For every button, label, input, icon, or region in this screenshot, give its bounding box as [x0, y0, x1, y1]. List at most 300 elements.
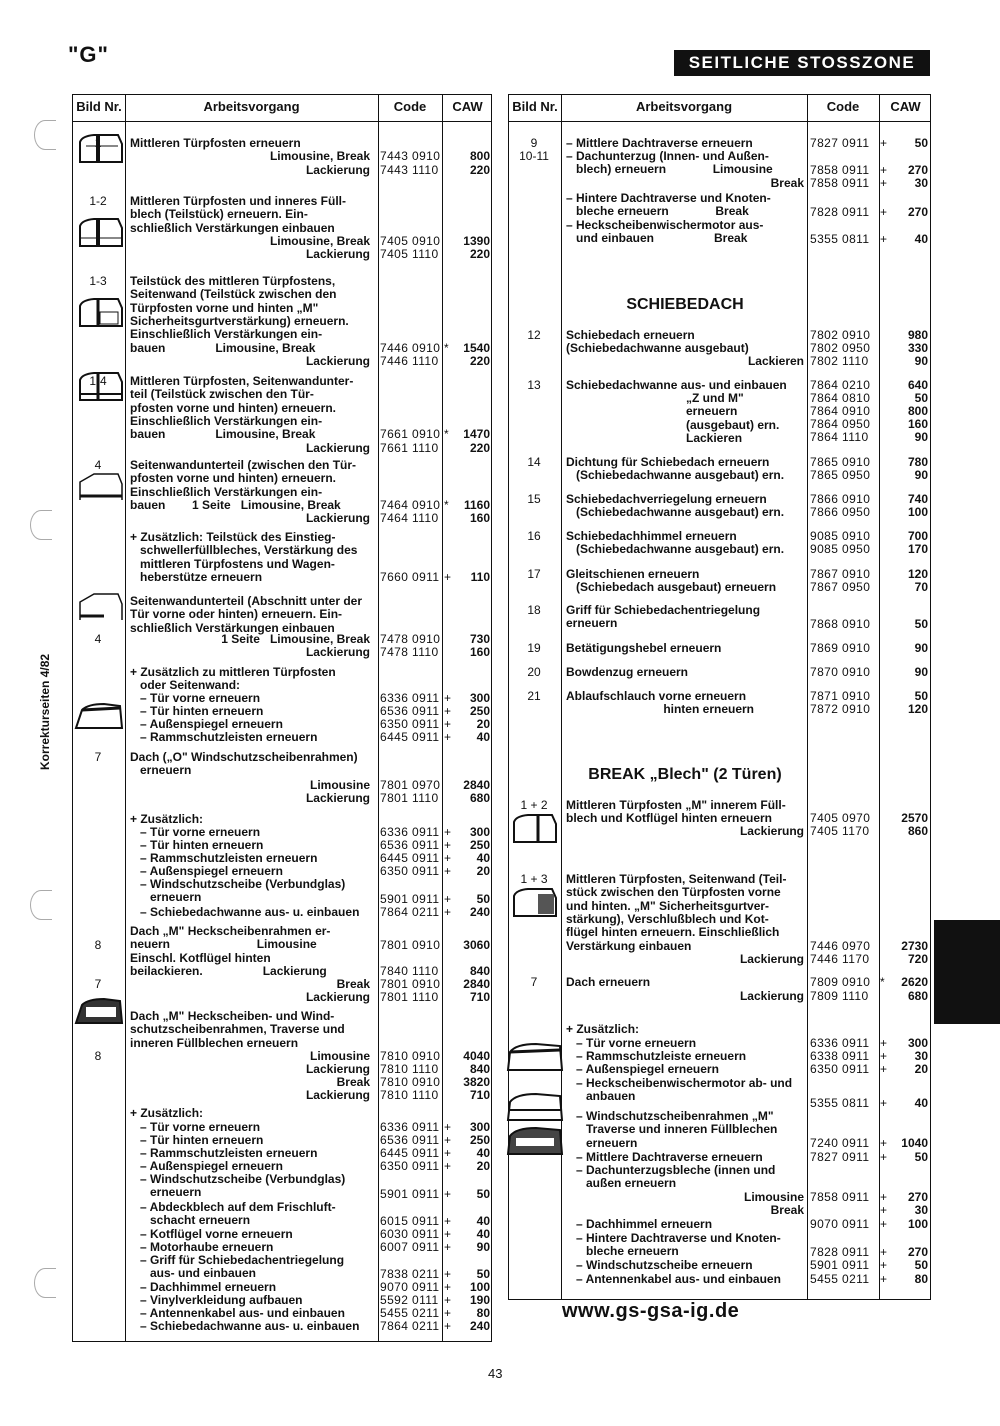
row-bild-number: 1-3	[89, 274, 107, 288]
row-bild-number: 1 + 2	[520, 798, 548, 812]
operation-code: 7864 0810	[810, 391, 871, 405]
description-line: Break	[336, 977, 370, 991]
operation-code: 7864 0910	[810, 404, 871, 418]
operation-code: 7858 0911	[810, 163, 870, 177]
operation-code: 5901 0911	[380, 1187, 440, 1201]
caw-value: 90	[914, 641, 928, 655]
caw-sign: +	[880, 1136, 888, 1150]
description-line: hinten erneuern	[663, 702, 754, 716]
col-header-bild: Bild Nr.	[512, 99, 558, 114]
caw-value: 90	[914, 430, 928, 444]
caw-value: 40	[476, 1214, 490, 1228]
description-line: erneuern	[686, 404, 738, 419]
description-line: heberstütze erneuern	[130, 569, 263, 584]
description-line: bauen 1 Seite Limousine, Break	[130, 497, 341, 512]
description-line: – Rammschutzleisten erneuern	[130, 1146, 318, 1160]
caw-sign: +	[880, 136, 888, 150]
operation-code: 5355 0811	[810, 232, 870, 246]
operation-code: 7827 0911	[810, 1150, 870, 1164]
operation-code: 9070 0911	[380, 1280, 440, 1294]
description-line: Ablaufschlauch vorne erneuern	[566, 689, 747, 703]
caw-sign: +	[444, 691, 452, 705]
caw-value: 2730	[901, 939, 928, 953]
caw-value: 90	[914, 665, 928, 679]
description-line: Break	[770, 176, 804, 190]
description-line: pfosten vorne und hinten) erneuern.	[130, 471, 337, 486]
car-door-pillar-icon	[74, 216, 124, 250]
description-line: Break	[770, 1203, 804, 1217]
caw-value: 170	[907, 542, 928, 556]
operation-code: 7870 0910	[810, 665, 871, 679]
operation-code: 9070 0911	[810, 1217, 870, 1231]
description-line: Betätigungshebel erneuern	[566, 641, 722, 655]
caw-value: 50	[914, 1258, 928, 1272]
operation-code: 6338 0911	[810, 1049, 870, 1063]
row-bild-number: 21	[527, 689, 541, 703]
operation-code: 6445 0911	[380, 851, 440, 865]
description-line: beilackieren. Lackierung	[130, 964, 327, 979]
operation-code: 6445 0911	[380, 730, 440, 744]
operation-code: 6336 0911	[380, 691, 440, 705]
operation-code: 7810 1110	[380, 1088, 439, 1102]
description-line: Einschließlich Verstärkungen ein-	[130, 484, 323, 499]
col-header-bild: Bild Nr.	[76, 99, 122, 114]
caw-sign: +	[880, 163, 888, 177]
description-line: Limousine	[743, 1190, 804, 1204]
description-line: – Windschutzscheibe (Verbundglas)	[130, 1172, 346, 1186]
caw-value: 720	[907, 952, 928, 966]
section-heading-schiebedach: SCHIEBEDACH	[626, 296, 744, 313]
row-bild-number: 14	[527, 455, 541, 469]
description-line: – Außenspiegel erneuern	[130, 1159, 283, 1173]
description-line: außen erneuern	[566, 1176, 677, 1191]
caw-sign: +	[880, 205, 888, 219]
description-line: Limousine	[309, 778, 370, 792]
description-line: Einschließlich Verstärkungen ein-	[130, 327, 323, 342]
operation-code: 6536 0911	[380, 1133, 440, 1147]
operation-code: 7446 0910	[380, 340, 441, 355]
description-line: – Vinylverkleidung aufbauen	[130, 1293, 303, 1307]
operation-code: 7858 0911	[810, 1190, 870, 1204]
caw-value: 40	[476, 1146, 490, 1160]
row-bild-number: 8	[94, 938, 102, 952]
caw-sign: +	[444, 851, 452, 865]
description-line: Mittleren Türpfosten, Seitenwand (Teil-	[566, 872, 787, 886]
operation-code: 7840 1110	[380, 964, 439, 978]
row-bild-number: 15	[527, 492, 541, 506]
caw-value: 270	[907, 1190, 928, 1204]
caw-value: 50	[914, 391, 928, 405]
description-line: Schiebedach erneuern	[566, 328, 695, 342]
operation-code: 7872 0910	[810, 702, 871, 716]
description-line: (Schiebedachwanne ausgebaut) ern.	[566, 505, 785, 520]
operation-code: 7867 0910	[810, 567, 871, 581]
binder-hole-mark	[34, 1268, 56, 1298]
description-line: – Außenspiegel erneuern	[130, 717, 283, 731]
description-line: Lackierung	[739, 952, 804, 966]
caw-value: 100	[469, 1280, 490, 1294]
caw-sign: +	[444, 905, 452, 919]
row-bild-number: 8	[94, 1049, 102, 1063]
description-line: Limousine	[309, 1049, 370, 1063]
row-bild-number: 7	[94, 750, 102, 764]
caw-value: 40	[476, 1227, 490, 1241]
caw-value: 220	[469, 353, 490, 368]
description-line: Lackierung	[305, 990, 370, 1004]
page-brand: "G"	[68, 42, 109, 67]
description-line: – Tür vorne erneuern	[566, 1036, 697, 1050]
description-line: teil (Teilstück zwischen den Tür-	[130, 387, 314, 402]
caw-value: 270	[907, 205, 928, 219]
operation-code: 6350 0911	[380, 1159, 440, 1173]
col-header-arbeit: Arbeitsvorgang	[635, 99, 733, 114]
operation-code: 7869 0910	[810, 641, 871, 655]
description-line: mittleren Türpfostens und Wagen-	[130, 556, 335, 571]
operation-code: 7866 0950	[810, 505, 871, 519]
caw-value: 30	[914, 176, 928, 190]
operation-code: 6015 0911	[380, 1214, 440, 1228]
row-bild-number: 7	[94, 977, 102, 991]
caw-value: 2840	[463, 778, 490, 792]
caw-value: 220	[469, 162, 490, 177]
caw-value: 160	[469, 645, 490, 659]
operation-code: 7867 0950	[810, 580, 871, 594]
caw-sign: +	[444, 1306, 452, 1320]
operation-code: 6336 0911	[380, 1120, 440, 1134]
operation-code: 6336 0911	[380, 825, 440, 839]
caw-value: 20	[914, 1062, 928, 1076]
caw-sign: +	[880, 176, 888, 190]
car-roof-icon	[74, 995, 124, 1029]
description-line: (Schiebedachwanne ausgebaut) ern.	[566, 542, 785, 557]
col-header-caw: CAW	[890, 99, 921, 114]
caw-value: 50	[914, 689, 928, 703]
caw-value: 120	[907, 702, 928, 716]
caw-sign: +	[444, 1159, 452, 1173]
description-line: + Zusätzlich:	[130, 1106, 204, 1120]
caw-value: 980	[907, 328, 928, 342]
description-line: pfosten vorne und hinten) erneuern.	[130, 400, 337, 415]
operation-code: 7443 1110	[380, 162, 439, 177]
description-line: schließlich Verstärkungen einbauen	[130, 220, 335, 235]
operation-code: 7464 0910	[380, 497, 441, 512]
caw-value: 710	[469, 1088, 490, 1102]
operation-code: 6445 0911	[380, 1146, 440, 1160]
caw-value: 3820	[463, 1075, 490, 1089]
operation-code: 5592 0111	[380, 1293, 439, 1307]
description-line: anbauen	[566, 1089, 636, 1104]
caw-value: 270	[907, 1245, 928, 1259]
operation-code: 7405 1110	[380, 247, 439, 262]
operation-code: 5455 0211	[380, 1306, 440, 1320]
description-line: Dach „M" Heckscheibenrahmen er-	[130, 924, 331, 938]
caw-value: 240	[469, 905, 490, 919]
car-roof-icon	[506, 1090, 564, 1124]
caw-sign: +	[880, 1217, 888, 1231]
row-bild-number: 1 + 3	[520, 872, 548, 886]
description-line: (ausgebaut) ern.	[686, 417, 780, 432]
car-sill-icon	[74, 590, 124, 624]
row-bild-number: 18	[527, 603, 541, 617]
description-line: – Kotflügel vorne erneuern	[130, 1227, 293, 1241]
description-line: inneren Füllblechen erneuern	[130, 1035, 299, 1050]
operation-code: 7405 1170	[810, 824, 870, 838]
car-sill-icon	[74, 470, 124, 504]
caw-value: 30	[914, 1203, 928, 1217]
col-header-caw: CAW	[452, 99, 483, 114]
caw-value: 220	[469, 247, 490, 262]
operation-code: 7802 0910	[810, 328, 871, 342]
operation-code: 6336 0911	[810, 1036, 870, 1050]
operation-code: 6536 0911	[380, 838, 440, 852]
operation-code: 7810 0910	[380, 1075, 441, 1089]
description-line: – Mittlere Dachtraverse erneuern	[566, 136, 753, 150]
description-line: blech (Teilstück) erneuern. Ein-	[130, 207, 308, 222]
description-line: Lackieren	[686, 430, 743, 445]
caw-value: 50	[476, 1267, 490, 1281]
description-line: – Dachhimmel erneuern	[566, 1217, 713, 1231]
caw-sign: +	[880, 1190, 888, 1204]
thumb-tab	[934, 920, 1000, 1024]
caw-value: 640	[907, 378, 928, 392]
row-bild-number: 1	[94, 136, 102, 150]
description-line: – Schiebedachwanne aus- u. einbauen	[130, 1319, 360, 1333]
caw-value: 840	[469, 1062, 490, 1076]
description-line: erneuern	[566, 1135, 638, 1150]
operation-code: 7464 1110	[380, 511, 439, 526]
description-line: bauen Limousine, Break	[130, 340, 316, 355]
caw-value: 50	[914, 136, 928, 150]
caw-value: 240	[469, 1319, 490, 1333]
description-line: (Schiebedach ausgebaut) erneuern	[566, 580, 777, 595]
caw-sign: +	[444, 1240, 452, 1254]
description-line: bauen Limousine, Break	[130, 427, 316, 442]
description-line: – Abdeckblech auf dem Frischluft-	[130, 1200, 336, 1214]
caw-sign: +	[444, 825, 452, 839]
description-line: – Antennenkabel aus- und einbauen	[566, 1272, 781, 1286]
description-line: blech) erneuern Limousine	[566, 162, 773, 177]
caw-value: 2570	[901, 811, 928, 825]
operation-code: 7868 0910	[810, 617, 871, 631]
caw-sign: +	[880, 232, 888, 246]
caw-value: 300	[907, 1036, 928, 1050]
caw-sign: +	[444, 1293, 452, 1307]
caw-value: 700	[907, 529, 928, 543]
operation-code: 7810 1110	[380, 1062, 439, 1076]
operation-code: 5901 0911	[380, 892, 440, 906]
description-line: Gleitschienen erneuern	[566, 567, 700, 581]
description-line: Lackierung	[305, 1062, 370, 1076]
description-line: – Schiebedachwanne aus- u. einbauen	[130, 905, 360, 919]
description-line: Bowdenzug erneuern	[566, 665, 689, 679]
description-line: Einschließlich Verstärkungen ein-	[130, 413, 323, 428]
description-line: (Schiebedachwanne ausgebaut) ern.	[566, 468, 785, 483]
caw-sign: +	[444, 1133, 452, 1147]
operation-code: 6536 0911	[380, 704, 440, 718]
caw-value: 300	[469, 825, 490, 839]
operation-code: 7801 1110	[380, 791, 439, 805]
description-line: – Rammschutzleisten erneuern	[130, 730, 318, 744]
operation-code: 9085 0910	[810, 529, 871, 543]
row-bild-number: 7	[530, 975, 538, 989]
operation-code: 6350 0911	[380, 864, 440, 878]
description-line: Lackierung	[739, 989, 804, 1003]
description-line: Lackierung	[305, 247, 370, 262]
operation-code: 5901 0911	[810, 1258, 870, 1272]
caw-value: 220	[469, 440, 490, 455]
description-line: – Rammschutzleiste erneuern	[566, 1049, 747, 1063]
description-line: + Zusätzlich:	[130, 812, 204, 826]
description-line: Türpfosten vorne und hinten „M"	[130, 300, 319, 315]
description-line: Mittleren Türpfosten „M" innerem Füll-	[566, 798, 786, 812]
caw-sign: +	[444, 1319, 452, 1333]
caw-value: 40	[476, 851, 490, 865]
caw-value: 30	[914, 1049, 928, 1063]
operation-code: 5455 0211	[810, 1272, 870, 1286]
description-line: Lackierung	[305, 645, 370, 659]
operation-code: 7446 0970	[810, 939, 871, 953]
operation-code: 6350 0911	[380, 717, 440, 731]
description-line: erneuern	[566, 616, 618, 631]
description-line: Lackierung	[739, 824, 804, 838]
caw-sign: +	[880, 1272, 888, 1286]
col-header-arbeit: Arbeitsvorgang	[203, 99, 300, 114]
caw-sign: +	[880, 1049, 888, 1063]
row-bild-number: 1-4	[89, 374, 107, 388]
caw-value: 270	[907, 163, 928, 177]
operation-code: 7443 0910	[380, 149, 441, 164]
description-line: – Tür vorne erneuern	[130, 1120, 261, 1134]
operation-code: 7240 0911	[810, 1136, 870, 1150]
operation-code: 6007 0911	[380, 1240, 440, 1254]
caw-value: 120	[907, 567, 928, 581]
caw-sign: +	[880, 1245, 888, 1259]
caw-value: 80	[914, 1272, 928, 1286]
row-bild-number: 9	[530, 136, 538, 150]
operation-code: 7864 0211	[380, 905, 440, 919]
caw-sign: +	[880, 1036, 888, 1050]
description-line: – Tür hinten erneuern	[130, 704, 264, 718]
section-title-banner: SEITLICHE STOSSZONE	[674, 50, 930, 76]
description-line: und hinten. „M" Sicherheitsgurtver-	[566, 898, 770, 913]
operation-code: 7865 0910	[810, 455, 871, 469]
caw-sign: +	[444, 1227, 452, 1241]
operation-code: 7801 0910	[380, 938, 441, 952]
caw-sign: +	[444, 1280, 452, 1294]
operation-code: 7838 0211	[380, 1267, 440, 1281]
description-line: Mittleren Türpfosten, Seitenwandunter-	[130, 374, 354, 388]
description-line: – Außenspiegel erneuern	[130, 864, 283, 878]
description-line: oder Seitenwand:	[130, 678, 241, 693]
operation-code: 7828 0911	[810, 1245, 870, 1259]
caw-sign: +	[444, 717, 452, 731]
operation-code: 5355 0811	[810, 1096, 870, 1110]
caw-value: 40	[914, 232, 928, 246]
description-line: – Tür hinten erneuern	[130, 1133, 264, 1147]
caw-value: 50	[476, 892, 490, 906]
description-line: stärkung), Verschlußblech und Kot-	[566, 911, 769, 926]
description-line: – Tür vorne erneuern	[130, 691, 261, 705]
description-line: (Schiebedachwanne ausgebaut)	[566, 341, 749, 355]
description-line: aus- und einbauen	[130, 1266, 257, 1281]
caw-sign: *	[444, 340, 449, 355]
description-line: Break	[336, 1075, 370, 1089]
caw-value: 2620	[901, 975, 928, 989]
caw-value: 50	[476, 1187, 490, 1201]
caw-value: 740	[907, 492, 928, 506]
description-line: Traverse und inneren Füllblechen	[566, 1122, 778, 1137]
description-line: Mittleren Türpfosten erneuern	[130, 136, 301, 150]
caw-value: 730	[469, 632, 490, 646]
description-line: Lackierung	[305, 353, 370, 368]
operation-code: 7478 1110	[380, 645, 439, 659]
description-line: – Tür hinten erneuern	[130, 838, 264, 852]
row-bild-number: 4	[94, 632, 102, 646]
caw-value: 80	[476, 1306, 490, 1320]
description-line: + Zusätzlich zu mittleren Türpfosten	[130, 665, 336, 679]
caw-sign: +	[880, 1258, 888, 1272]
description-line: bleche erneuern Break	[566, 204, 749, 219]
description-line: schutzscheibenrahmen, Traverse und	[130, 1022, 345, 1037]
caw-value: 330	[907, 341, 928, 355]
description-line: – Dachunterzug (Innen- und Außen-	[566, 149, 769, 163]
caw-value: 300	[469, 691, 490, 705]
website-url[interactable]: www.gs-gsa-ig.de	[562, 1300, 740, 1322]
caw-value: 100	[907, 1217, 928, 1231]
description-line: bleche erneuern	[566, 1244, 679, 1259]
caw-value: 20	[476, 1159, 490, 1173]
binder-hole-mark	[30, 510, 52, 540]
caw-value: 860	[907, 824, 928, 838]
description-line: neuern Limousine	[130, 937, 317, 952]
caw-value: 110	[470, 570, 490, 584]
operation-code: 6350 0911	[810, 1062, 870, 1076]
caw-sign: +	[880, 1096, 888, 1110]
description-line: Schiebedachwanne aus- und einbauen	[566, 378, 787, 392]
operation-code: 7865 0950	[810, 468, 871, 482]
caw-value: 300	[469, 1120, 490, 1134]
description-line: Griff für Schiebedachentriegelung	[566, 603, 761, 617]
operation-code: 7809 0910	[810, 975, 871, 989]
operation-code: 7802 1110	[810, 354, 869, 368]
row-bild-number: 12	[527, 328, 541, 342]
operation-code: 7864 0211	[380, 1319, 440, 1333]
caw-value: 20	[476, 864, 490, 878]
operation-code: 7446 1110	[380, 353, 439, 368]
operation-code: 6030 0911	[380, 1227, 440, 1241]
caw-sign: *	[444, 427, 449, 442]
operation-code: 7871 0910	[810, 689, 871, 703]
description-line: Dach „M" Heckscheiben- und Wind-	[130, 1009, 335, 1023]
caw-value: 1160	[463, 497, 490, 512]
description-line: Tür vorne oder hinten) erneuern. Ein-	[130, 607, 343, 622]
col-header-code: Code	[393, 99, 427, 114]
operation-code: 7864 1110	[810, 430, 869, 444]
description-line: – Mittlere Dachtraverse erneuern	[566, 1150, 763, 1164]
caw-value: 50	[914, 617, 928, 631]
operation-code: 7866 0910	[810, 492, 871, 506]
description-line: – Windschutzscheibenrahmen „M"	[566, 1109, 774, 1123]
caw-sign: +	[444, 1267, 452, 1281]
description-line: Lackierung	[305, 162, 370, 177]
caw-sign: +	[444, 1214, 452, 1228]
description-line: Lackierung	[305, 791, 370, 805]
row-bild-number: 19	[527, 641, 541, 655]
operation-code: 7660 0911	[380, 570, 440, 584]
operation-code: 7828 0911	[810, 205, 870, 219]
operation-code: 7801 0970	[380, 778, 441, 792]
description-line: + Zusätzlich:	[566, 1022, 640, 1036]
